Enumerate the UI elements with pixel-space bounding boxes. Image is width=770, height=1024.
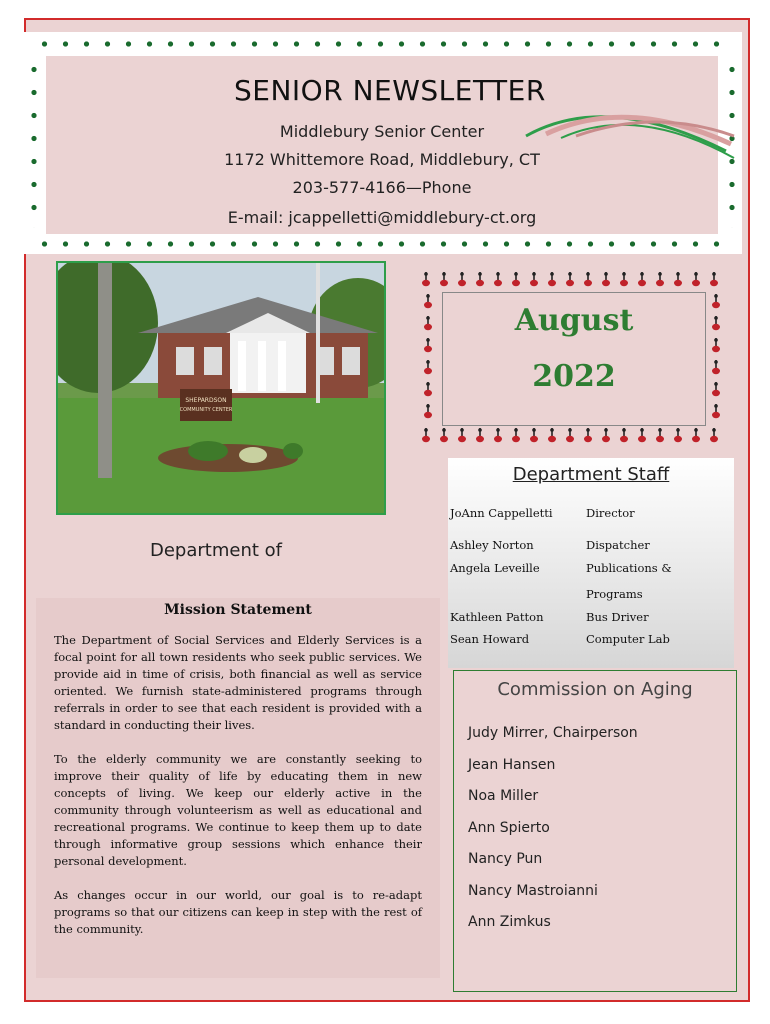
commission-member: Ann Zimkus (468, 914, 551, 930)
header-panel (46, 56, 718, 234)
mission-paragraph: To the elderly community we are constantly seeking to improve their quality of life by educating them in new concepts of living. We keep our elderly active in the community through volunteerism as well as educational and recreational programs. We continue to keep them up to date through informative group sessions which enhance their personal development. (54, 752, 422, 868)
staff-role: Dispatcher (586, 538, 650, 552)
issue-year: 2022 (532, 359, 616, 394)
commission-member: Nancy Mastroianni (468, 882, 598, 899)
border-top-row (422, 272, 718, 286)
issue-month: August (514, 303, 634, 338)
staff-role: Director (586, 506, 635, 520)
staff-name: Angela Leveille (450, 561, 540, 575)
date-panel (442, 292, 706, 426)
center-phone: 203-577-4166—Phone (292, 178, 472, 197)
department-staff-box (448, 458, 734, 668)
header-banner (24, 32, 742, 254)
issue-date-box (418, 270, 726, 446)
commission-member: Jean Hansen (468, 756, 556, 773)
staff-role: Programs (586, 587, 643, 601)
dotted-border-top (34, 40, 732, 48)
building-illustration (58, 263, 384, 513)
center-name: Middlebury Senior Center (279, 122, 485, 141)
staff-name: Sean Howard (450, 632, 530, 646)
dotted-border-bottom (34, 240, 732, 248)
commission-member: Ann Spierto (468, 819, 550, 836)
border-right-column (712, 294, 720, 418)
commission-title: Commission on Aging (497, 679, 693, 700)
commission-member: Nancy Pun (468, 851, 543, 867)
mission-paragraph: The Department of Social Services and Elderly Services is a focal point for all town residents who seek public services. We provide aid in time of crisis, both financial as well as service oriented. We furnish state-administered programs through referrals in order to see that each resident is provided with a standard in conducting their lives. (54, 633, 422, 732)
staff-name: Kathleen Patton (450, 610, 544, 624)
newsletter-title: SENIOR NEWSLETTER (234, 74, 546, 107)
border-left-column (424, 294, 432, 418)
commission-member: Noa Miller (468, 788, 539, 804)
community-center-photo (56, 261, 386, 515)
dotted-border-left (30, 58, 38, 228)
staff-role: Computer Lab (586, 632, 670, 646)
department-heading: Department of (150, 540, 282, 561)
mission-title: Mission Statement (164, 602, 312, 618)
center-address: 1172 Whittemore Road, Middlebury, CT (224, 150, 540, 169)
center-email: E-mail: jcappelletti@middlebury-ct.org (227, 208, 537, 227)
sign-text-line1: SHEPARDSON (185, 397, 227, 404)
staff-name: Ashley Norton (450, 538, 534, 552)
commission-member-list (468, 725, 638, 946)
commission-member: Judy Mirrer, Chairperson (468, 725, 638, 741)
staff-role: Bus Driver (586, 610, 649, 624)
staff-name: JoAnn Cappelletti (450, 506, 553, 520)
staff-title: Department Staff (512, 464, 670, 485)
mission-text (54, 632, 422, 955)
staff-role: Publications & (586, 561, 672, 575)
commission-on-aging-box (453, 670, 737, 992)
mission-statement-box (36, 598, 440, 978)
mission-paragraph: As changes occur in our world, our goal is to re-adapt programs so that our citizens can keep in step with the rest of the community. (54, 888, 422, 936)
border-bottom-row (422, 428, 718, 442)
sign-text-line2: COMMUNITY CENTER (179, 407, 233, 413)
